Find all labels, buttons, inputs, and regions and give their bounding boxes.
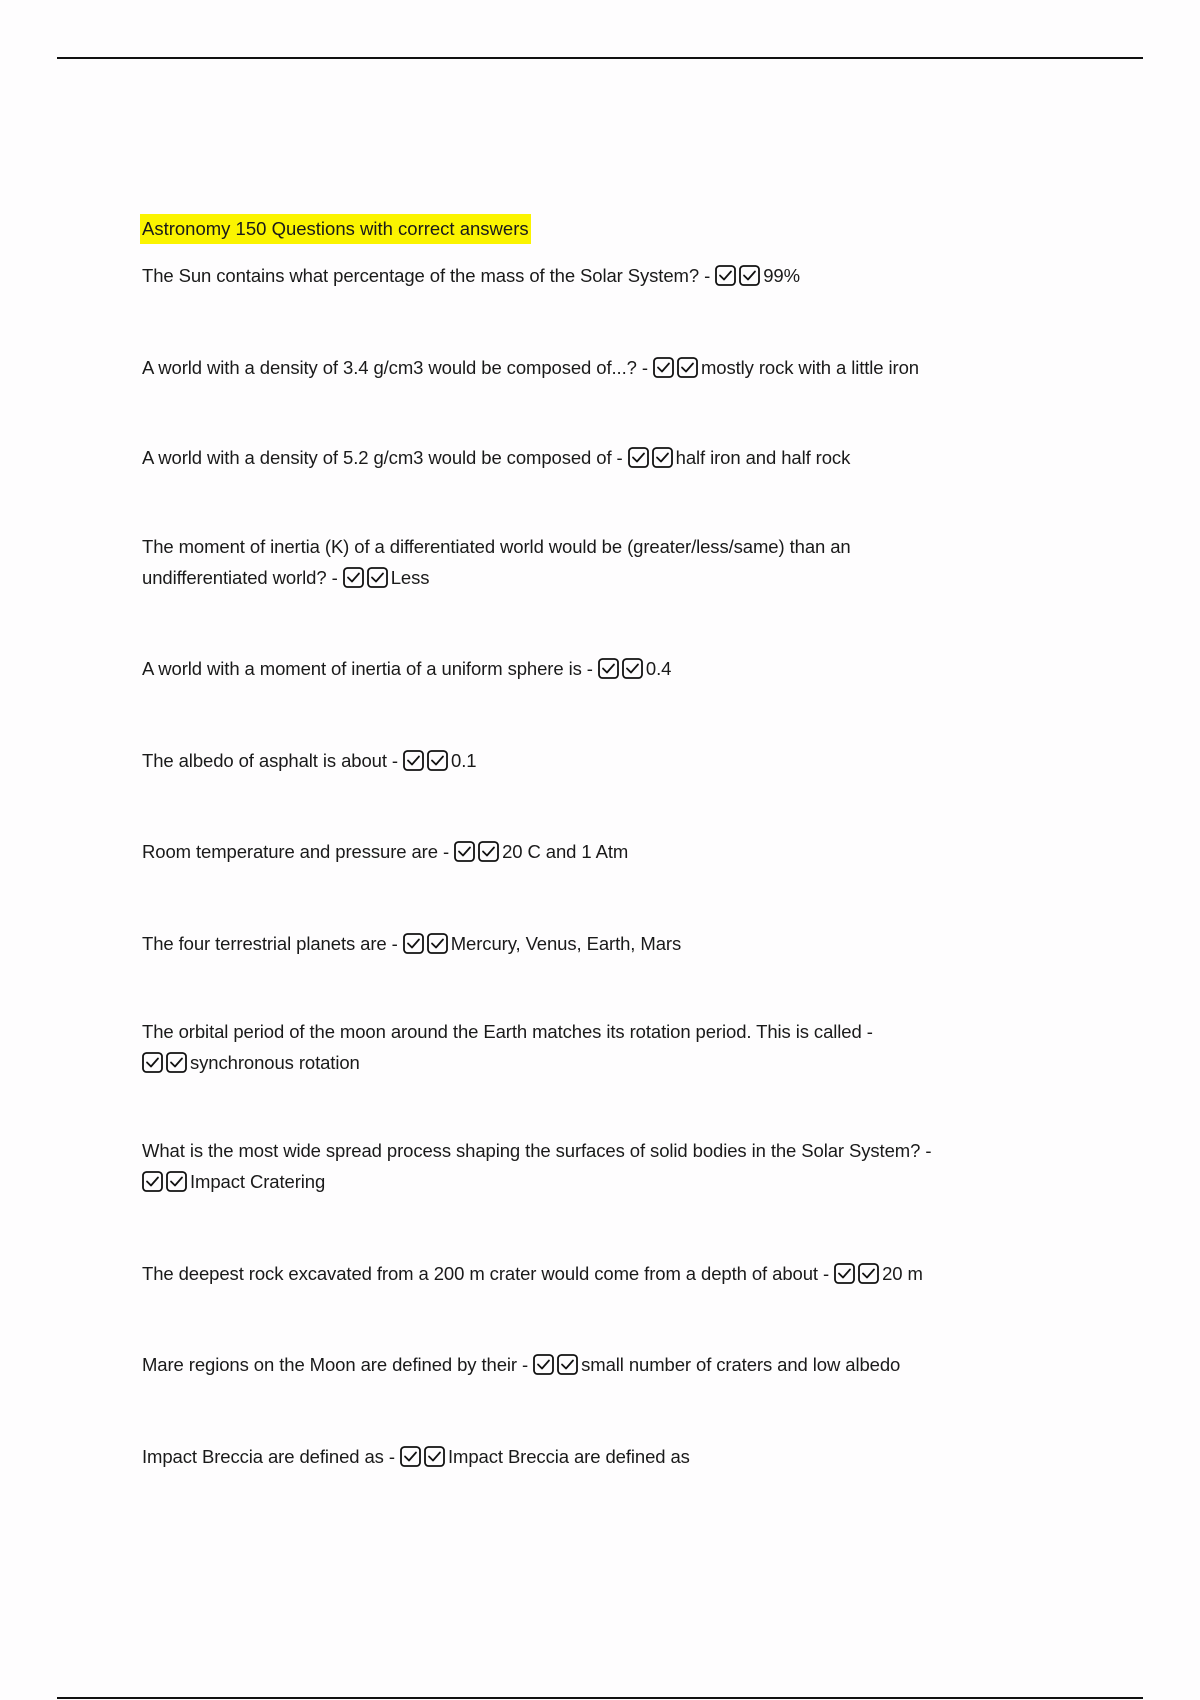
checkbox-checked-icon — [834, 1263, 855, 1284]
top-rule — [57, 57, 1143, 59]
checkbox-checked-icon — [400, 1446, 421, 1467]
question-text: Mare regions on the Moon are defined by their — [142, 1354, 517, 1375]
question-text: The albedo of asphalt is about — [142, 750, 387, 771]
checkbox-checked-icon — [403, 750, 424, 771]
qa-item: The deepest rock excavated from a 200 m crater would come from a depth of about - 20 m — [142, 1263, 923, 1284]
document-title: Astronomy 150 Questions with correct answers — [140, 214, 531, 244]
question-text: A world with a density of 3.4 g/cm3 would be composed of...? — [142, 357, 637, 378]
checkbox-checked-icon — [403, 933, 424, 954]
checkbox-checked-icon — [427, 933, 448, 954]
checkbox-checked-icon — [424, 1446, 445, 1467]
checkbox-checked-icon — [533, 1354, 554, 1375]
qa-item: The four terrestrial planets are - Mercury, Venus, Earth, Mars — [142, 933, 682, 954]
checkbox-checked-icon — [343, 567, 364, 588]
checkbox-checked-icon — [142, 1171, 163, 1192]
question-text: The orbital period of the moon around the Earth matches its rotation period. This is called — [142, 1021, 862, 1042]
question-text: A world with a density of 5.2 g/cm3 would be composed of — [142, 447, 612, 468]
checkbox-checked-icon — [142, 1052, 163, 1073]
checkbox-checked-icon — [367, 567, 388, 588]
qa-item: The albedo of asphalt is about - 0.1 — [142, 750, 477, 771]
qa-item: Mare regions on the Moon are defined by their - small number of craters and low albedo — [142, 1354, 901, 1375]
checkbox-checked-icon — [454, 841, 475, 862]
answer-text: mostly rock with a little iron — [700, 357, 919, 378]
question-text: A world with a moment of inertia of a uniform sphere is — [142, 658, 582, 679]
qa-item: The moment of inertia (K) of a differentiated world would be (greater/less/same) than an undifferentiated world? - Less — [142, 536, 851, 588]
checkbox-checked-icon — [653, 357, 674, 378]
qa-item: Impact Breccia are defined as - Impact Breccia are defined as — [142, 1446, 690, 1467]
qa-item: What is the most wide spread process shaping the surfaces of solid bodies in the Solar System? - Impact Cratering — [142, 1140, 932, 1192]
qa-item: A world with a density of 5.2 g/cm3 would be composed of - half iron and half rock — [142, 447, 851, 468]
checkbox-checked-icon — [478, 841, 499, 862]
checkbox-checked-icon — [677, 357, 698, 378]
qa-item: A world with a density of 3.4 g/cm3 would be composed of...? - mostly rock with a little iron — [142, 357, 919, 378]
checkbox-checked-icon — [622, 658, 643, 679]
qa-item: The orbital period of the moon around the Earth matches its rotation period. This is called - synchronous rotation — [142, 1021, 873, 1073]
checkbox-checked-icon — [166, 1171, 187, 1192]
answer-text: Impact Breccia are defined as — [447, 1446, 690, 1467]
checkbox-checked-icon — [557, 1354, 578, 1375]
checkbox-checked-icon — [715, 265, 736, 286]
question-text: What is the most wide spread process shaping the surfaces of solid bodies in the Solar System? — [142, 1140, 921, 1161]
answer-text: 20 m — [882, 1263, 923, 1284]
answer-text: 99% — [763, 265, 800, 286]
question-text: The moment of inertia (K) of a differentiated world would be (greater/less/same) than an undifferentiated world? — [142, 536, 851, 588]
answer-text: half iron and half rock — [675, 447, 851, 468]
checkbox-checked-icon — [739, 265, 760, 286]
qa-item: A world with a moment of inertia of a uniform sphere is - 0.4 — [142, 658, 672, 679]
question-text: The Sun contains what percentage of the mass of the Solar System? — [142, 265, 700, 286]
answer-text: 0.1 — [451, 750, 477, 771]
answer-text: 20 C and 1 Atm — [502, 841, 629, 862]
checkbox-checked-icon — [652, 447, 673, 468]
checkbox-checked-icon — [628, 447, 649, 468]
question-text: Impact Breccia are defined as — [142, 1446, 384, 1467]
qa-item: Room temperature and pressure are - 20 C and 1 Atm — [142, 841, 629, 862]
checkbox-checked-icon — [427, 750, 448, 771]
question-text: The deepest rock excavated from a 200 m crater would come from a depth of about — [142, 1263, 818, 1284]
question-text: The four terrestrial planets are — [142, 933, 387, 954]
qa-item: The Sun contains what percentage of the mass of the Solar System? - 99% — [142, 265, 800, 286]
answer-text: 0.4 — [645, 658, 672, 679]
answer-text: small number of craters and low albedo — [581, 1354, 901, 1375]
bottom-rule — [57, 1697, 1143, 1699]
answer-text: Impact Cratering — [190, 1171, 326, 1192]
question-text: Room temperature and pressure are — [142, 841, 438, 862]
answer-text: Mercury, Venus, Earth, Mars — [450, 933, 682, 954]
checkbox-checked-icon — [166, 1052, 187, 1073]
checkbox-checked-icon — [858, 1263, 879, 1284]
checkbox-checked-icon — [598, 658, 619, 679]
answer-text: Less — [390, 567, 430, 588]
answer-text: synchronous rotation — [190, 1052, 360, 1073]
